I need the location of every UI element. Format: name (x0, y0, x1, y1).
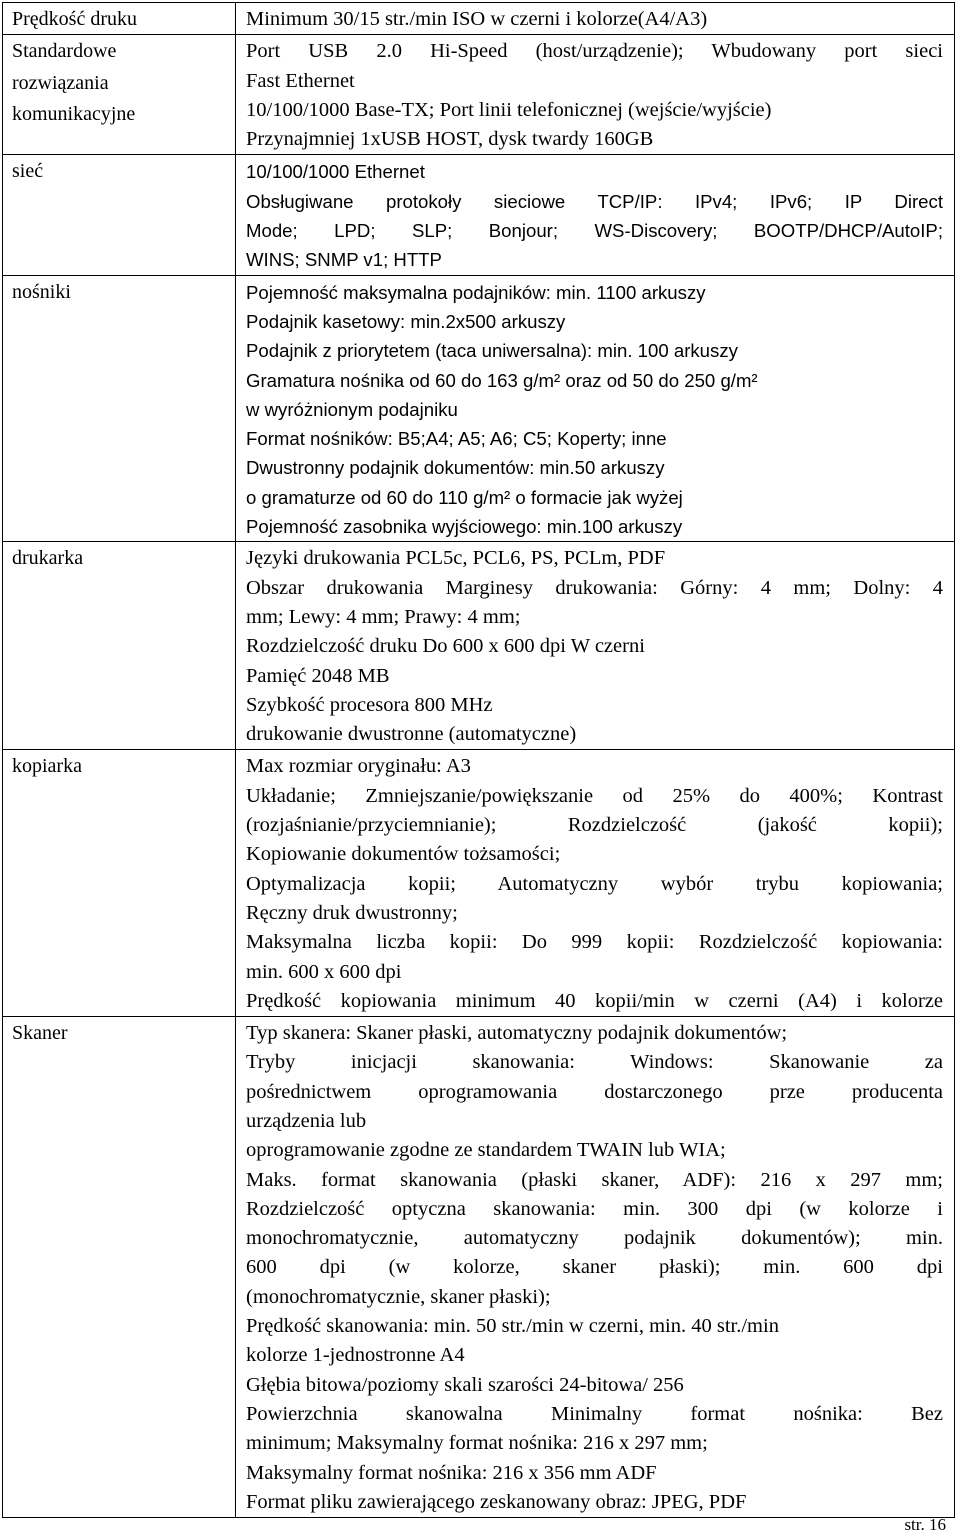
value-line: Obsługiwane protokoły sieciowe TCP/IP: IPv4; IPv6; IP Direct (246, 190, 943, 212)
value-line: Głębia bitowa/poziomy skali szarości 24-bitowa/ 256 (246, 1373, 684, 1396)
row-value-cell (236, 3, 955, 35)
value-line: Maksymalny format nośnika: 216 x 356 mm ADF (246, 1461, 657, 1484)
row-label-cell (3, 275, 236, 542)
spec-row (3, 155, 955, 275)
value-line: (rozjaśnianie/przyciemnianie); Rozdzielczość (jakość kopii); (246, 814, 943, 837)
value-line: Typ skanera: Skaner płaski, automatyczny podajnik dokumentów; (246, 1022, 788, 1045)
value-line: Pojemność maksymalna podajników: min. 1100 arkuszy (246, 281, 706, 303)
value-line: Fast Ethernet (246, 69, 355, 92)
value-line: WINS; SNMP v1; HTTP (246, 249, 442, 271)
value-line: Format nośników: B5;A4; A5; A6; C5; Koperty; inne (246, 428, 667, 450)
value-line: kolorze 1-jednostronne A4 (246, 1344, 465, 1367)
spec-row (3, 542, 955, 750)
value-line: monochromatycznie, automatyczny podajnik dokumentów); min. (246, 1227, 943, 1250)
value-line: Pojemność zasobnika wyjściowego: min.100 arkuszy (246, 516, 683, 538)
row-label-cell (3, 542, 236, 750)
spec-table (2, 2, 955, 1518)
value-line: urządzenia lub (246, 1109, 367, 1132)
value-line: Przynajmniej 1xUSB HOST, dysk twardy 160GB (246, 128, 654, 151)
value-line: (monochromatycznie, skaner płaski); (246, 1285, 551, 1308)
row-label: komunikacyjne (12, 102, 136, 125)
row-label: Standardowe (12, 40, 117, 63)
value-line: min. 600 x 600 dpi (246, 960, 402, 983)
value-line: Mode; LPD; SLP; Bonjour; WS-Discovery; BOOTP/DHCP/AutoIP; (246, 220, 943, 242)
row-value-cell (236, 155, 955, 275)
value-line: Pamięć 2048 MB (246, 664, 390, 687)
row-value-cell (236, 750, 955, 1017)
row-label-cell (3, 3, 236, 35)
row-label-cell (3, 1017, 236, 1518)
value-line: Dwustronny podajnik dokumentów: min.50 arkuszy (246, 457, 665, 479)
row-label: drukarka (12, 547, 84, 570)
row-label: Skaner (12, 1022, 68, 1045)
value-line: Gramatura nośnika od 60 do 163 g/m² oraz od 50 do 250 g/m² (246, 369, 758, 391)
spec-row (3, 3, 955, 35)
value-line: 10/100/1000 Ethernet (246, 161, 425, 183)
row-label: Prędkość druku (12, 8, 137, 30)
row-value-cell (236, 542, 955, 750)
value-line: Powierzchnia skanowalna Minimalny format nośnika: Bez (246, 1402, 943, 1425)
value-line: 600 dpi (w kolorze, skaner płaski); min. 600 dpi (246, 1256, 943, 1279)
value-line: Max rozmiar oryginału: A3 (246, 755, 471, 778)
row-value-cell (236, 1017, 955, 1518)
value-line: drukowanie dwustronne (automatyczne) (246, 723, 577, 746)
row-value-cell (236, 35, 955, 155)
spec-row (3, 35, 955, 155)
value-line: Szybkość procesora 800 MHz (246, 693, 493, 716)
value-line: Kopiowanie dokumentów tożsamości; (246, 843, 561, 866)
value-line: w wyróżnionym podajniku (246, 398, 458, 420)
value-line: Układanie; Zmniejszanie/powiększanie od 25% do 400%; Kontrast (246, 784, 943, 807)
page-number: str. 16 (904, 1515, 946, 1534)
value-line: Format pliku zawierającego zeskanowany obraz: JPEG, PDF (246, 1490, 747, 1513)
row-label-cell (3, 35, 236, 155)
value-line: mm; Lewy: 4 mm; Prawy: 4 mm; (246, 605, 521, 628)
value-line: Podajnik z priorytetem (taca uniwersalna): min. 100 arkuszy (246, 340, 738, 362)
value-line: oprogramowanie zgodne ze standardem TWAIN lub WIA; (246, 1139, 726, 1162)
row-label: kopiarka (12, 755, 82, 778)
value-line: Języki drukowania PCL5c, PCL6, PS, PCLm, PDF (246, 547, 666, 570)
value-line: Maksymalna liczba kopii: Do 999 kopii: Rozdzielczość kopiowania: (246, 931, 943, 954)
spec-table-body (3, 3, 955, 1518)
row-label: sieć (12, 160, 44, 183)
row-label-cell (3, 155, 236, 275)
value-line: Port USB 2.0 Hi-Speed (host/urządzenie); Wbudowany port sieci (246, 40, 943, 63)
value-line: Prędkość skanowania: min. 50 str./min w czerni, min. 40 str./min (246, 1315, 779, 1338)
value-line: Prędkość kopiowania minimum 40 kopii/min w czerni (A4) i kolorze (246, 989, 943, 1012)
value-line: Maks. format skanowania (płaski skaner, ADF): 216 x 297 mm; (246, 1168, 943, 1191)
row-label: nośniki (12, 280, 71, 303)
row-label: rozwiązania (12, 71, 109, 94)
spec-row (3, 275, 955, 542)
spec-row (3, 1017, 955, 1518)
value-line: o gramaturze od 60 do 110 g/m² o formacie jak wyżej (246, 486, 683, 508)
value-line: pośrednictwem oprogramowania dostarczonego prze producenta (246, 1080, 943, 1103)
value-line: Podajnik kasetowy: min.2x500 arkuszy (246, 310, 566, 332)
row-value-cell (236, 275, 955, 542)
value-line: Minimum 30/15 str./min ISO w czerni i kolorze(A4/A3) (246, 8, 708, 30)
value-line: 10/100/1000 Base-TX; Port linii telefonicznej (wejście/wyjście) (246, 98, 772, 121)
spec-row (3, 750, 955, 1017)
value-line: minimum; Maksymalny format nośnika: 216 x 297 mm; (246, 1432, 708, 1455)
value-line: Ręczny druk dwustronny; (246, 901, 458, 924)
value-line: Rozdzielczość druku Do 600 x 600 dpi W czerni (246, 635, 645, 658)
value-line: Rozdzielczość optyczna skanowania: min. 300 dpi (w kolorze i (246, 1197, 943, 1220)
value-line: Optymalizacja kopii; Automatyczny wybór trybu kopiowania; (246, 872, 943, 895)
value-line: Obszar drukowania Marginesy drukowania: Górny: 4 mm; Dolny: 4 (246, 576, 943, 599)
row-label-cell (3, 750, 236, 1017)
value-line: Tryby inicjacji skanowania: Windows: Skanowanie za (246, 1051, 943, 1074)
